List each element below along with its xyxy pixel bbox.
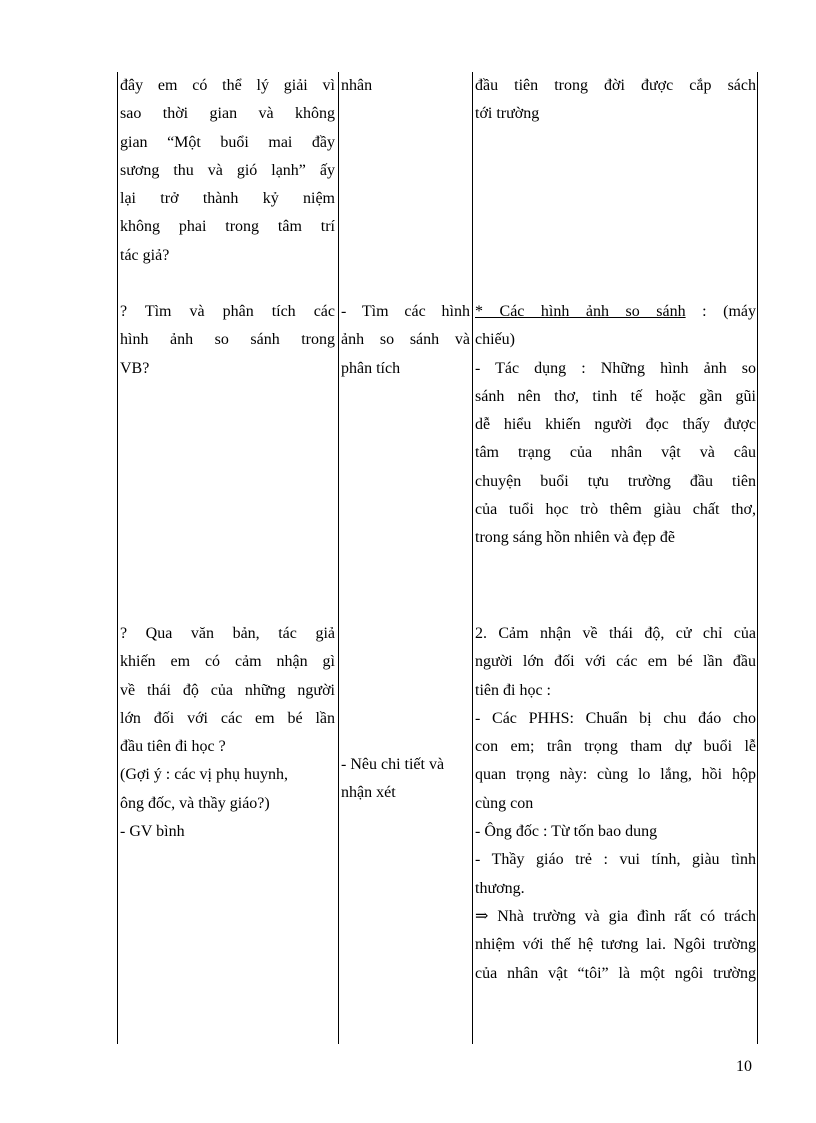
text-line: chiếu) (475, 331, 515, 349)
text-line: người lớn đối với các em bé lần đầu (475, 653, 756, 671)
text-line: (Gợi ý : các vị phụ huynh, (120, 766, 288, 784)
text-line: quan trọng này: cùng lo lắng, hồi hộp (475, 766, 756, 784)
text-line: của nhân vật “tôi” là một ngôi trường (475, 964, 756, 982)
table-divider-2 (472, 72, 473, 1044)
table-border-right (757, 72, 758, 1044)
text-line: ảnh so sánh và (341, 331, 470, 349)
text-line: ⇒ Nhà trường và gia đình rất có trách (475, 907, 756, 925)
heading-rest: : (máy (702, 303, 757, 320)
text-line: đầu tiên đi học ? (120, 738, 226, 756)
text-line: không phai trong tâm trí (120, 218, 335, 236)
page-number: 10 (736, 1058, 752, 1075)
content-cell-1 (475, 72, 756, 129)
text-line: hình ảnh so sánh trong (120, 331, 335, 349)
text-line: ông đốc, và thầy giáo?) (120, 794, 270, 812)
question-cell-1 (120, 72, 335, 270)
text-line: phân tích (341, 359, 401, 377)
text-line: con em; trân trọng tham dự buổi lễ (475, 738, 756, 756)
question-cell-3 (120, 620, 335, 846)
underlined-heading: * Các hình ảnh so sánh (475, 303, 686, 320)
text-line: sương thu và gió lạnh” ấy (120, 161, 335, 179)
text-line: VB? (120, 359, 150, 377)
text-line: lớn đối với các em bé lần (120, 709, 335, 727)
text-line: ? Qua văn bản, tác giả (120, 625, 335, 642)
section-heading-line (475, 298, 756, 326)
text-line: gian “Một buổi mai đầy (120, 133, 335, 151)
text-line: sao thời gian và không (120, 105, 335, 123)
text-line: - Tìm các hình (341, 303, 470, 320)
text-line: tác giả? (120, 246, 170, 264)
text-line: tâm trạng của nhân vật và câu (475, 444, 756, 462)
text-line: ? Tìm và phân tích các (120, 303, 335, 320)
activity-cell-2 (341, 298, 470, 383)
text-line: - Nêu chi tiết và (341, 756, 445, 773)
text-line: về thái độ của những người (120, 681, 335, 699)
text-line: tới trường (475, 105, 540, 123)
text-line: đầu tiên trong đời được cắp sách (475, 77, 756, 94)
table-border-left (117, 72, 118, 1044)
content-cell-2 (475, 298, 756, 553)
text-line: lại trở thành kỷ niệm (120, 190, 335, 208)
text-line: của tuổi học trò thêm giàu chất thơ, (475, 501, 756, 519)
question-cell-2 (120, 298, 335, 383)
text-line: dễ hiểu khiến người đọc thấy được (475, 416, 756, 434)
text-line: nhiệm với thế hệ tương lai. Ngôi trường (475, 936, 756, 954)
text-line: đây em có thể lý giải vì (120, 77, 335, 94)
text-line: - GV bình (120, 823, 185, 841)
text-line: - Ông đốc : Từ tốn bao dung (475, 823, 658, 841)
text-line: tiên đi học : (475, 681, 551, 699)
text-line: trong sáng hồn nhiên và đẹp đẽ (475, 529, 675, 547)
text-line: - Tác dụng : Những hình ảnh so (475, 359, 756, 377)
text-line: chuyện buổi tựu trường đầu tiên (475, 472, 756, 490)
activity-cell-1 (341, 72, 470, 100)
text-line: - Các PHHS: Chuẩn bị chu đáo cho (475, 709, 756, 727)
text-line: 2. Cảm nhận về thái độ, cử chỉ của (475, 625, 756, 642)
text-line: nhân (341, 77, 373, 94)
text-line: nhận xét (341, 784, 396, 802)
text-line: - Thầy giáo trẻ : vui tính, giàu tình (475, 851, 756, 869)
text-line: sánh nên thơ, tinh tế hoặc gần gũi (475, 387, 756, 405)
text-line: thương. (475, 879, 525, 897)
table-divider-1 (338, 72, 339, 1044)
content-cell-3 (475, 620, 756, 988)
activity-cell-3 (341, 751, 470, 808)
text-line: khiến em có cảm nhận gì (120, 653, 335, 671)
text-line: cùng con (475, 794, 534, 812)
